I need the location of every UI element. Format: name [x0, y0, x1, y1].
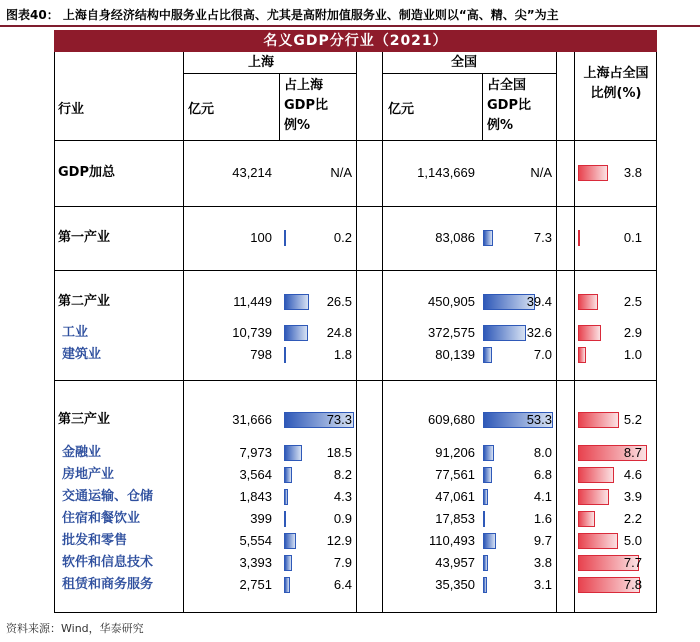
ratio-bar-3: [578, 325, 601, 341]
cn-share-10: 9.7: [533, 533, 552, 548]
header-sh-share: 占上海GDP比例%: [284, 78, 328, 133]
cn-value-0: 1,143,669: [417, 165, 475, 180]
cn-value-6: 91,206: [435, 445, 475, 460]
sh-share-2: 26.5: [326, 294, 352, 309]
header-sector: 行业: [58, 102, 85, 117]
cn-value-11: 43,957: [435, 555, 475, 570]
col-divider-sh-right: [356, 52, 357, 613]
ratio-8: 3.9: [623, 489, 642, 504]
sh-share-6: 18.5: [326, 445, 352, 460]
header-cn-share: 占全国GDP比例%: [487, 78, 531, 133]
shanghai-underline: [183, 73, 356, 74]
national-underline: [382, 73, 556, 74]
cn-share-1: 7.3: [533, 230, 552, 245]
row-label-7: 房地产业: [62, 467, 115, 482]
sh-value-10: 5,554: [239, 533, 272, 548]
cn-value-5: 609,680: [428, 412, 475, 427]
ratio-6: 8.7: [623, 445, 642, 460]
row-label-11: 软件和信息技术: [62, 555, 154, 570]
row-label-9: 住宿和餐饮业: [62, 511, 141, 526]
cn-share-4: 7.0: [533, 347, 552, 362]
cn-share-9: 1.6: [533, 511, 552, 526]
sh-share-7: 8.2: [333, 467, 352, 482]
sh-share-8: 4.3: [333, 489, 352, 504]
row-label-0: GDP加总: [58, 165, 115, 180]
ratio-1: 0.1: [623, 230, 642, 245]
cn-share-2: 39.4: [526, 294, 552, 309]
sh-value-9: 399: [250, 511, 272, 526]
row-label-12: 租赁和商务服务: [62, 577, 154, 592]
ratio-12: 7.8: [623, 577, 642, 592]
sh-value-7: 3,564: [239, 467, 272, 482]
cn-value-4: 80,139: [435, 347, 475, 362]
cn-value-2: 450,905: [428, 294, 475, 309]
ratio-4: 1.0: [623, 347, 642, 362]
header-national: 全国: [451, 55, 478, 70]
ratio-5: 5.2: [623, 412, 642, 427]
table-bottom-rule: [54, 612, 656, 613]
cn-share-5: 53.3: [526, 412, 552, 427]
cn-share-8: 4.1: [533, 489, 552, 504]
header-sh-of-cn: 上海占全国比例(%): [583, 66, 649, 101]
sh-value-5: 31,666: [232, 412, 272, 427]
sh-share-12: 6.4: [333, 577, 352, 592]
cn-value-1: 83,086: [435, 230, 475, 245]
sh-share-11: 7.9: [333, 555, 352, 570]
row-label-6: 金融业: [62, 445, 102, 460]
col-divider-share-cn: [482, 73, 483, 140]
cn-share-7: 6.8: [533, 467, 552, 482]
right-border: [656, 52, 657, 613]
header-sh-value: 亿元: [188, 102, 215, 117]
sh-value-2: 11,449: [233, 294, 272, 309]
sh-value-3: 10,739: [232, 325, 272, 340]
col-divider-sh-left: [183, 52, 184, 613]
cn-share-0: N/A: [530, 165, 552, 180]
cn-share-3: 32.6: [526, 325, 552, 340]
row-label-2: 第二产业: [58, 294, 111, 309]
col-divider-cn-right: [556, 52, 557, 613]
source-note: 资料来源：Wind，华泰研究: [6, 622, 144, 635]
row-label-4: 建筑业: [62, 347, 102, 362]
sh-share-5: 73.3: [326, 412, 352, 427]
figure-caption: 图表40： 上海自身经济结构中服务业占比很高、尤其是高附加值服务业、制造业则以“高、精、尖”为主: [6, 8, 559, 22]
cn-share-12: 3.1: [533, 577, 552, 592]
sh-share-3: 24.8: [326, 325, 352, 340]
ratio-11: 7.7: [623, 555, 642, 570]
row-label-8: 交通运输、仓储: [62, 489, 154, 504]
ratio-bar-2: [578, 294, 598, 310]
row-label-5: 第三产业: [58, 412, 111, 427]
cn-value-10: 110,493: [428, 533, 475, 548]
col-divider-cn-left: [382, 52, 383, 613]
caption-rule: [0, 25, 700, 27]
header-shanghai: 上海: [248, 55, 275, 70]
sh-share-9: 0.9: [333, 511, 352, 526]
cn-share-11: 3.8: [533, 555, 552, 570]
sh-share-0: N/A: [330, 165, 352, 180]
cn-value-9: 17,853: [435, 511, 475, 526]
ratio-bar-4: [578, 347, 586, 363]
sh-share-1: 0.2: [333, 230, 352, 245]
ratio-7: 4.6: [623, 467, 642, 482]
row-label-1: 第一产业: [58, 230, 111, 245]
ratio-bar-9: [578, 511, 595, 527]
cn-value-3: 372,575: [428, 325, 475, 340]
sh-value-8: 1,843: [239, 489, 272, 504]
row-label-10: 批发和零售: [62, 533, 128, 548]
left-border: [54, 52, 55, 613]
sh-value-0: 43,214: [232, 165, 272, 180]
sh-share-4: 1.8: [333, 347, 352, 362]
sh-value-1: 100: [250, 230, 272, 245]
rule-after-total: [54, 206, 656, 207]
header-cn-value: 亿元: [388, 102, 415, 117]
sh-share-10: 12.9: [326, 533, 352, 548]
ratio-2: 2.5: [623, 294, 642, 309]
col-divider-share-sh: [279, 73, 280, 140]
rule-after-secondary: [54, 380, 656, 381]
cn-value-12: 35,350: [435, 577, 475, 592]
cn-value-8: 47,061: [435, 489, 475, 504]
table-banner: 名义GDP分行业（2021）: [54, 30, 657, 52]
header-bottom-rule: [54, 140, 656, 141]
ratio-9: 2.2: [623, 511, 642, 526]
sh-value-6: 7,973: [239, 445, 272, 460]
ratio-10: 5.0: [623, 533, 642, 548]
cn-value-7: 77,561: [435, 467, 475, 482]
row-label-3: 工业: [62, 325, 89, 340]
cn-share-6: 8.0: [533, 445, 552, 460]
sh-value-4: 798: [250, 347, 272, 362]
ratio-bar-1: [578, 230, 580, 246]
ratio-0: 3.8: [623, 165, 642, 180]
col-divider-ratio-left: [574, 52, 575, 613]
rule-after-primary: [54, 270, 656, 271]
sh-value-11: 3,393: [239, 555, 272, 570]
ratio-3: 2.9: [623, 325, 642, 340]
sh-value-12: 2,751: [239, 577, 272, 592]
